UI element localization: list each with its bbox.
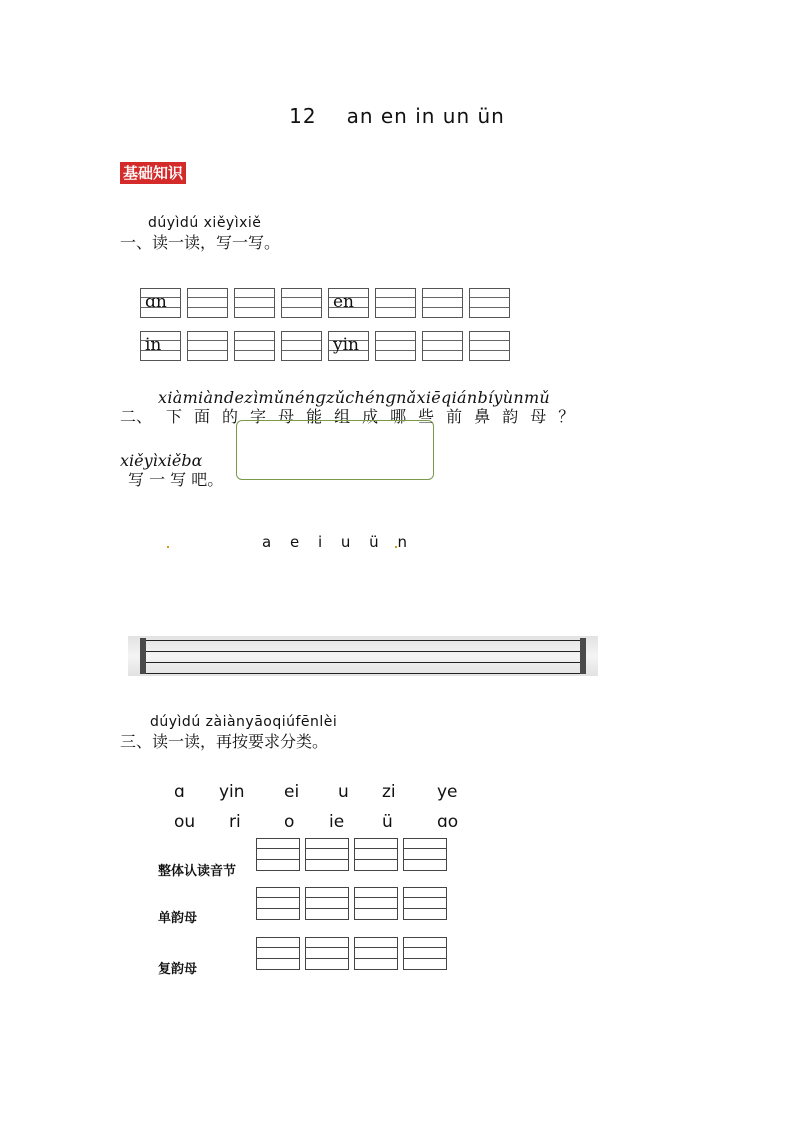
writing-cell[interactable] [256,887,300,920]
strip-end-left [140,638,146,674]
category-grid [256,937,452,970]
strip-line [142,673,584,674]
writing-cell[interactable] [403,937,447,970]
strip-line [142,640,584,641]
writing-cell[interactable] [281,288,322,318]
strip-line [142,651,584,652]
writing-cell[interactable] [354,937,398,970]
q1-grid-row1 [140,288,516,318]
answer-box[interactable] [236,420,434,480]
q2-number: 二、 [120,407,153,426]
category-label: 单韵母 [158,911,198,926]
dot-mark [167,546,169,548]
letter-list: a e i u ü n [262,533,407,551]
writing-cell[interactable]: en [328,288,369,318]
writing-cell[interactable] [234,288,275,318]
writing-cell[interactable] [422,288,463,318]
syllable: yin [219,782,245,802]
syllable: ye [437,782,458,802]
writing-cell[interactable] [403,887,447,920]
syllable: ie [329,812,345,832]
syllable: ri [229,812,241,832]
q1-text: 一、读一读，写一写。 [120,233,281,252]
writing-cell[interactable] [403,838,447,871]
writing-cell[interactable] [256,838,300,871]
writing-cell[interactable] [187,331,228,361]
writing-cell[interactable] [281,331,322,361]
q2-pinyin2: xiěyìxiěbɑ [120,451,203,470]
category-grid [256,887,452,920]
q2-text2: 写 一 写 吧。 [128,470,224,489]
strip-end-right [580,638,586,674]
syllable: ɑ [174,782,185,802]
q1-pinyin: dúyìdú xiěyìxiě [148,215,262,231]
writing-cell[interactable]: in [140,331,181,361]
writing-cell[interactable] [305,937,349,970]
category-grid [256,838,452,871]
syllable: ou [174,812,196,832]
writing-cell[interactable] [305,887,349,920]
category-label: 复韵母 [158,962,198,977]
writing-strip[interactable] [128,636,598,676]
section-badge: 基础知识 [120,162,186,184]
lesson-title: an en in un ün [346,104,505,128]
syllable: ei [284,782,300,802]
category-label: 整体认读音节 [158,864,237,879]
syllable: u [338,782,349,802]
writing-cell[interactable]: ɑn [140,288,181,318]
q2-text: 下 面 的 字 母 能 组 成 哪 些 前 鼻 韵 母 ？ [166,407,575,426]
syllable: o [284,812,295,832]
q1-grid-row2 [140,331,516,361]
lesson-number: 12 [289,104,317,128]
writing-cell[interactable] [354,838,398,871]
writing-cell[interactable] [469,288,510,318]
writing-cell[interactable] [375,288,416,318]
writing-cell[interactable] [234,331,275,361]
writing-cell[interactable] [256,937,300,970]
writing-cell[interactable] [354,887,398,920]
q3-text: 三、读一读，再按要求分类。 [120,732,329,751]
page-title [0,104,794,128]
syllable: zi [382,782,396,802]
writing-cell[interactable] [375,331,416,361]
syllable: ü [382,812,393,832]
q3-pinyin: dúyìdú zàiànyāoqiúfēnlèi [150,714,338,730]
syllable: ɑo [437,812,459,832]
writing-cell[interactable] [305,838,349,871]
q2-pinyin: xiàmiàndezìmǔnénɡzǔchénɡnǎxiēqiánbíyùnmǔ [158,388,551,407]
writing-cell[interactable] [422,331,463,361]
strip-line [142,662,584,663]
writing-cell[interactable]: yin [328,331,369,361]
writing-cell[interactable] [187,288,228,318]
writing-cell[interactable] [469,331,510,361]
